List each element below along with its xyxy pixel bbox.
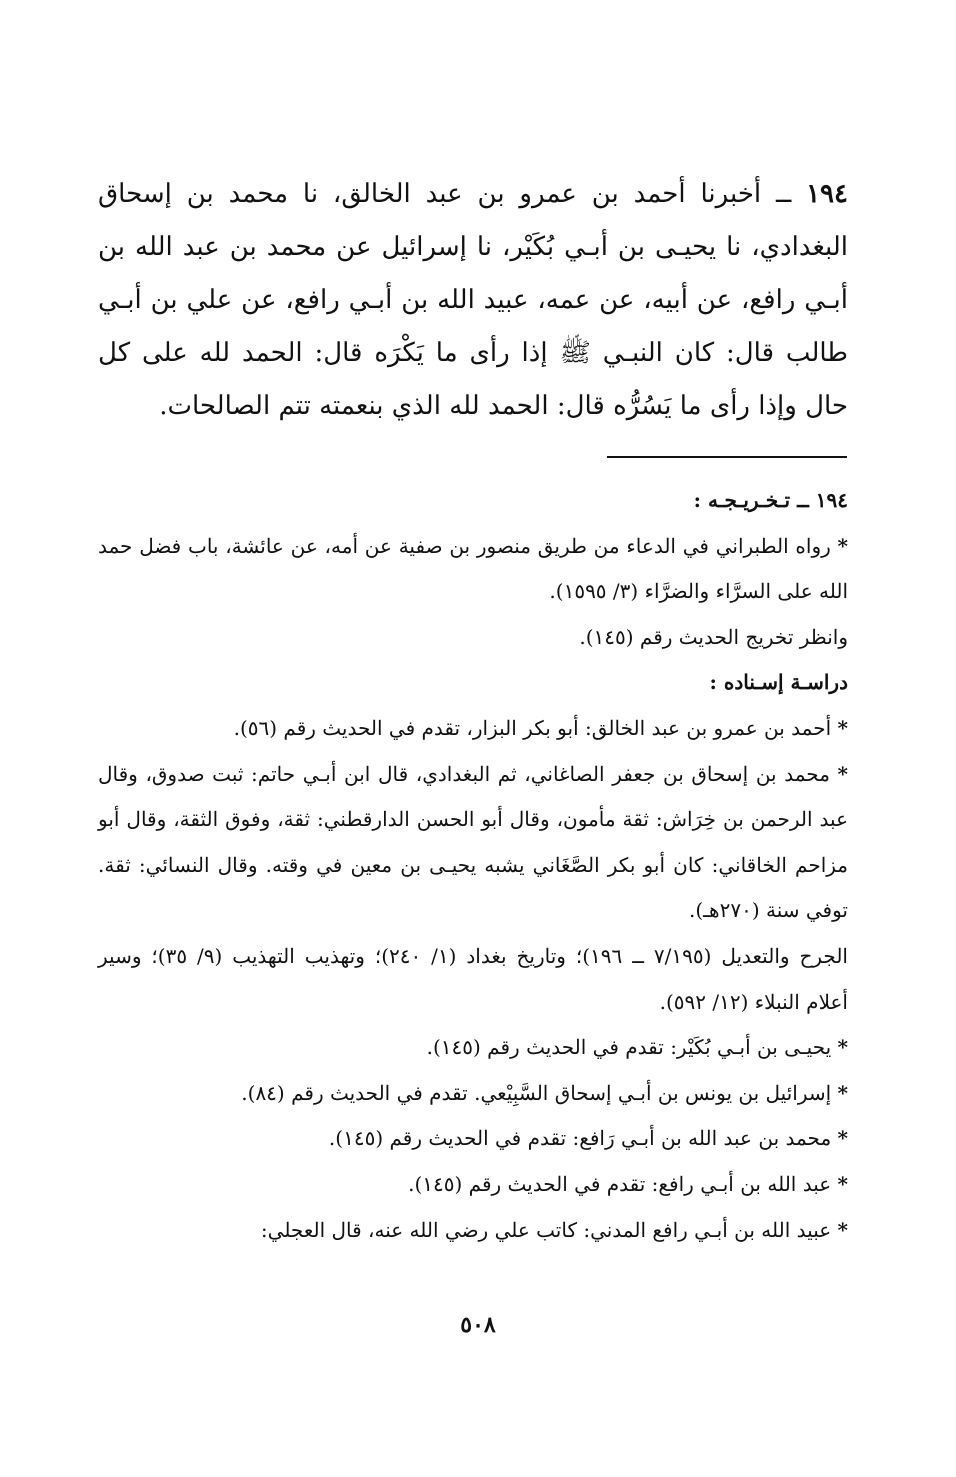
narrator-entry: * أحمد بن عمرو بن عبد الخالق: أبو بكر البزار، تقدم في الحديث رقم (٥٦). bbox=[233, 715, 848, 740]
bullet-icon: * bbox=[837, 1126, 848, 1151]
narrator-entry: * محمد بن إسحاق بن جعفر الصاغاني، ثم البغدادي، قال ابن أبـي حاتم: ثبت صدوق، وقال عبد الرحمن بن خِرَاش: ثقة مأمون، وقال أبو الحسن الدارقطني: ثقة، وفوق الثقة، وقال أبو مزاحم الخاقاني: كان أبو بكر الصَّغَاني يشبه يحيـى بن معين في وقته. وقال النسائي: ثقة. توفي سنة (٢٧٠هـ). bbox=[98, 761, 849, 923]
bullet-icon: * bbox=[837, 533, 848, 558]
hadith-number: ١٩٤ bbox=[806, 179, 848, 209]
bullet-icon: * bbox=[837, 761, 849, 786]
narrator-entry: * محمد بن عبد الله بن أبـي رَافع: تقدم في الحديث رقم (١٤٥). bbox=[328, 1126, 848, 1151]
narrator-entry: * عبد الله بن أبـي رافع: تقدم في الحديث رقم (١٤٥). bbox=[408, 1171, 848, 1196]
page-number: ٥٠٨ bbox=[460, 1312, 496, 1338]
isnad-heading: دراسـة إسـناده : bbox=[709, 670, 848, 695]
bullet-icon: * bbox=[837, 1171, 848, 1196]
takhrij-heading: ١٩٤ ــ تـخـريـجـه : bbox=[693, 488, 848, 512]
bullet-icon: * bbox=[837, 1080, 848, 1105]
narrator-entry: * إسرائيل بن يونس بن أبـي إسحاق السَّبِيْعي. تقدم في الحديث رقم (٨٤). bbox=[241, 1080, 848, 1105]
footnote-separator bbox=[607, 456, 847, 458]
bullet-icon: * bbox=[837, 715, 848, 740]
takhrij-line: * رواه الطبراني في الدعاء من طريق منصور بن صفية عن أمه، عن عائشة، باب فضل حمد الله على السرَّاء والضرَّاء (٣/ ١٥٩٥). bbox=[98, 533, 848, 604]
narrator-sources: الجرح والتعديل (٧/١٩٥ ــ ١٩٦)؛ وتاريخ بغداد (١/ ٢٤٠)؛ وتهذيب التهذيب (٩/ ٣٥)؛ وسير أعلام النبلاء (١٢/ ٥٩٢). bbox=[98, 943, 848, 1014]
hadith-text bbox=[98, 168, 848, 433]
footnotes bbox=[98, 478, 848, 1253]
takhrij-line: وانظر تخريج الحديث رقم (١٤٥). bbox=[579, 624, 848, 649]
bullet-icon: * bbox=[837, 1217, 848, 1242]
hadith-body: ــ أخبرنا أحمد بن عمرو بن عبد الخالق، نا محمد بن إسحاق البغدادي، نا يحيـى بن أبـي بُكَيْر، نا إسرائيل عن محمد بن عبد الله بن أبـي رافع، عن أبيه، عن عمه، عبيد الله بن أبـي رافع، عن علي بن أبـي طالب قال: كان النبـي ﷺ إذا رأى ما يَكْرَه قال: الحمد لله على كل حال وإذا رأى ما يَسُرُّه قال: الحمد لله الذي بنعمته تتم الصالحات. bbox=[98, 179, 849, 421]
narrator-entry: * يحيـى بن أبـي بُكَيْر: تقدم في الحديث رقم (١٤٥). bbox=[426, 1035, 848, 1060]
narrator-entry: * عبيد الله بن أبـي رافع المدني: كاتب علي رضي الله عنه، قال العجلي: bbox=[260, 1217, 848, 1242]
bullet-icon: * bbox=[837, 1035, 848, 1060]
hadith-paragraph bbox=[98, 168, 848, 433]
